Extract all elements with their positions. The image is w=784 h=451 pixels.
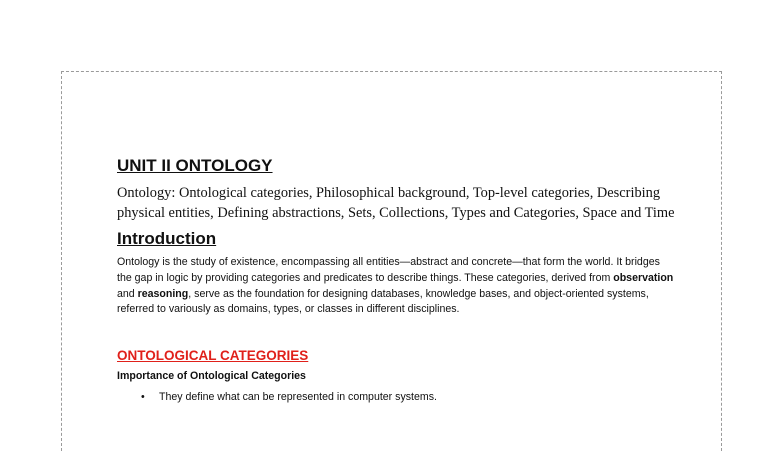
introduction-heading: Introduction [117,229,217,248]
intro-text-part-3: , serve as the foundation for designing databases, knowledge bases, and object-oriented systems, referred to variously as domains, types, or classes in different disciplines. [117,287,649,316]
ontological-categories-heading: ONTOLOGICAL CATEGORIES [117,348,309,364]
intro-bold-reasoning: reasoning [137,287,189,300]
list-item [117,389,677,405]
intro-text-part-2: and [117,287,138,300]
importance-subheading: Importance of Ontological Categories [117,370,306,383]
unit-title: UNIT II ONTOLOGY [117,156,273,175]
introduction-paragraph [117,255,677,318]
intro-bold-observation: observation [613,271,674,284]
importance-bullet-list [117,389,677,405]
syllabus-text: Ontology: Ontological categories, Philosophical background, Top-level categories, Describing physical entities, Defining abstractions, Sets, Collections, Types and Categories, Space and Time [117,185,675,221]
document-content [117,154,677,405]
bullet-text: They define what can be represented in computer systems. [159,391,437,404]
bullet-icon: • [141,391,145,404]
intro-text-part-1: Ontology is the study of existence, encompassing all entities—abstract and concrete—that form the world. It bridges the gap in logic by providing categories and predicates to describe things. These categories, derived from [117,256,660,284]
